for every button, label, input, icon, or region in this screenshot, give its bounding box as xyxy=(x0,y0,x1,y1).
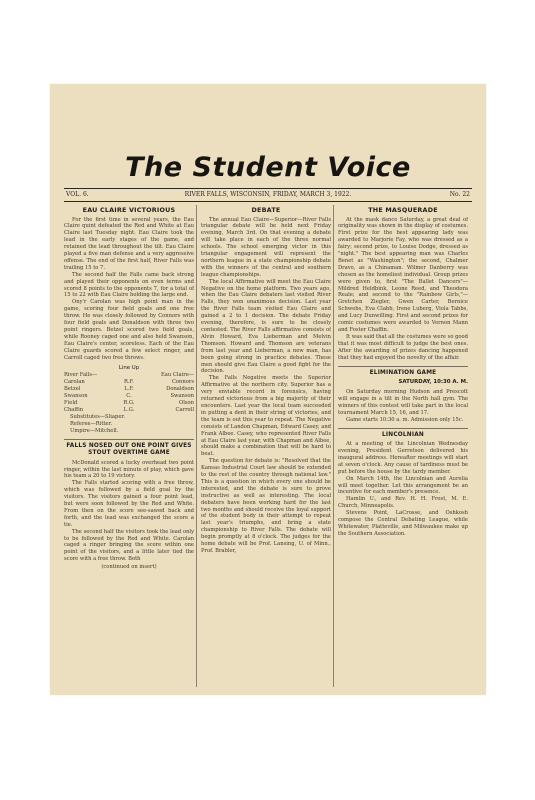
article-paragraph: The local Affirmative will meet the Eau Claire Negative on the home platform. Two years ago, when the Eau Claire debaters last visited River Falls, they won unanimous decision. Last year the River Falls team visited Eau Claire and gained a 2 to 1 decision. The debate Friday evening, therefore, is sure to be closely contested. The River Falls affirmative consists of Alvin Howard, Eva Lieberman and Melvin Thomson. Howard and Thomson are veterans from last year and Lieberman, a new man, has been going strong in practice debates. These men should give Eau Claire a good fight for the decision. xyxy=(201,278,331,375)
article-paragraph: The second half the Falls came back strong and played their opponents on even terms and scored 8 points to the opponents 7, for a total of 15 to 22 with Eau Claire holding the large end. xyxy=(64,271,194,299)
lineup-cell: R.G. xyxy=(123,400,135,407)
lineup-cell: Chaffin xyxy=(64,406,84,413)
lineup-cell: Donaldson xyxy=(166,386,194,393)
column-1 xyxy=(64,205,194,687)
column-3 xyxy=(338,205,468,687)
article-paragraph: On Saturday morning Hudson and Prescott will engage in a tilt in the North hall gym. The winners of this contest will take part in the local tournament March 15, 16, and 17. xyxy=(338,389,468,416)
article-paragraph: The second half the visitors took the lead only to be followed by the Red and White. Carolan caged a ringer bringing the score within one point of the visitors, and a little later tied the score with a free throw. Both xyxy=(64,528,194,563)
article-heading: THE MASQUERADE xyxy=(368,206,438,214)
article-heading: FALLS NOSED OUT ONE POINT GIVES STOUT OVERTIME GAME xyxy=(66,442,192,457)
article-body xyxy=(338,389,468,424)
article-heading: DEBATE xyxy=(251,206,281,214)
lineup-cell: Olson xyxy=(178,400,194,407)
article-paragraph: On March 14th, the Lincolnian and Aurelia will meet together. Let this arrangement be an incentive for each member's presence. xyxy=(338,475,468,496)
lineup-row xyxy=(64,407,194,414)
article-paragraph: The Falls Negative meets the Superior Affirmative at the northern city. Superior has a very enviable record in forensics, having returned victorious from a big majority of their encounters. Last year the local team succeeded in putting a dent in their string of victories, and the team is out this year to repeat. The Negative consists of Landon Chapman, Edward Casey, and Frank Albee. Casey, who represented River Falls at Eau Claire last year, with Chapman and Albee, should make a combination that will be hard to beat. xyxy=(201,375,331,458)
article-body xyxy=(201,217,331,555)
lineup-substitutes: Substitutes—Sliaper. xyxy=(70,413,125,420)
article-subheading: SATURDAY, 10:30 A. M. xyxy=(398,379,468,386)
lineup-cell: R.F. xyxy=(124,379,134,386)
article-body xyxy=(338,441,468,538)
lineup-cell: L.G. xyxy=(123,406,135,413)
lineup-cell: L.F. xyxy=(124,386,134,393)
column-divider xyxy=(333,205,334,687)
section-rule xyxy=(338,428,468,429)
dateline: RIVER FALLS, WISCONSIN, FRIDAY, MARCH 3, 1922. xyxy=(184,191,352,198)
lineup-cell: Betzel xyxy=(64,386,81,393)
article-paragraph: The annual Eau Claire—Superior—River Falls triangular debate will be held next Friday evening, March 3rd. On that evening a debate will take place in each of the three normal schools. The school emerging victor in this triangular engagement will represent the northern league in a state championship debate with the winners of the central and southern league championships. xyxy=(201,216,331,278)
article-heading: ELIMINATION GAME xyxy=(369,369,437,376)
column-2 xyxy=(201,205,331,687)
dateline-bar xyxy=(64,188,472,202)
article-heading: EAU CLAIRE VICTORIOUS xyxy=(82,206,176,214)
lineup-row xyxy=(64,379,194,386)
masthead-title: The Student Voice xyxy=(125,152,411,183)
lineup-cell: Swanson xyxy=(170,393,194,400)
lineup-row xyxy=(64,400,194,407)
lineup-cell: Connors xyxy=(171,379,194,386)
lineup-cell: River Falls— xyxy=(64,372,98,379)
lineup-cell: Swanson xyxy=(64,393,88,400)
lineup-table xyxy=(64,372,194,434)
lineup-cell: Eau Claire— xyxy=(161,372,194,379)
lineup-cell: Carolan xyxy=(64,379,85,386)
lineup-cell xyxy=(114,372,144,379)
lineup-cell: Carroll xyxy=(175,406,194,413)
issue-number: No. 22 xyxy=(449,191,470,198)
article-heading: LINCOLNIAN xyxy=(382,431,424,438)
lineup-cell: Field xyxy=(64,400,78,407)
article-paragraph: For the first time in several years, the Eau Claire quint defeated the Red and White at Eau Claire last Tuesday night. Eau Claire took the lead in the early stages of the game, and retained the lead throughout the tilt. Eau Claire played a five man defense and a very aggressive offense. The end of the first half, River Falls was trailing 15 to 7. xyxy=(64,216,194,271)
section-rule xyxy=(338,366,468,367)
lineup-title: Line Up xyxy=(118,364,140,371)
column-divider xyxy=(196,205,197,687)
article-body xyxy=(338,217,468,362)
article-paragraph: The Falls started scoring with a free throw, which was followed by a field goal by the visitors. The visitors gained a four point lead, but were soon followed by the Red and White. From then on the score see-sawed back and forth, and the lead was exchanged the score a tie. xyxy=(64,480,194,528)
continued-note: (continued on insert) xyxy=(101,564,157,571)
volume-label: VOL. 6. xyxy=(66,191,89,198)
article-paragraph: McDonald scored a lucky overhead two point ringer, within the last minute of play, which gave his team a 20 to 19 victory. xyxy=(64,459,194,480)
lineup-row xyxy=(64,386,194,393)
article-paragraph: At a meeting of the Lincolnian Wednesday evening, President Gerretson delivered his inaugural address. Hereafter meetings will start at seven o'clock. Any cause of tardiness must be put before the house by the tardy member. xyxy=(338,441,468,475)
article-paragraph: Ony'r Carolan was high point man in the game, scoring four field goals and one free throw. He was closely followed by Connors with four field goals and Donaldson with three two point ringers. Betzel scored two field goals, while Rooney caged one and also held Swanson, Eau Claire's center, scoreless. Each of the Eau Claire guards scored a few select ringer, and Carroll caged two free throws. xyxy=(64,299,194,361)
article-paragraph: Game starts 10:30 a. m. Admission only 15c. xyxy=(346,416,464,423)
article-body xyxy=(64,217,194,362)
lineup-umpire: Umpire—Mitchell. xyxy=(70,427,119,434)
article-paragraph: It was said that all the costumes were so good that it was most difficult to judge the best ones. After the awarding of prizes dancing happened that they had enjoyed the novelty of the affair. xyxy=(338,333,468,361)
lineup-referee: Referee—Ritter. xyxy=(70,420,113,427)
article-body xyxy=(64,460,194,564)
lineup-cell: C. xyxy=(126,393,132,400)
article-paragraph: Stevens Point, LaCrosse, and Oshkosh compose the Central Debating League, while Whitewater, Platteville, and Milwaukee make up the Southern Association. xyxy=(338,510,468,537)
lineup-header-row xyxy=(64,372,194,379)
section-rule xyxy=(64,439,194,440)
article-paragraph: Hamlin U., and Rev. H. H. Frost, M. E. Church, Minneapolis. xyxy=(338,496,468,510)
article-paragraph: At the mask dance Saturday, a great deal of originality was shown in the display of costumes. First prize for the best appearing lady was awarded to Marjorie Fay, who was dressed as a fairy; second prize, to Louise Dodge, dressed as "night." The best appearing man was Charles Benet as "Washington"; the second, Chalmer Dravo, as a Chinaman. Wilmer Danberry was chosen as the homeliest individual. Group prizes were given to, first "The Ballet Dancers"—Mildred Heldbink, Leone Reed, and Theodora Reale; and second to the "Rainbow Girls,"—Gretchen Ziegler, Gwen Carter, Bernice Schwebs, Eva Clabb, Irene Luberg, Viola Tabbs, and Lucy Dunwilling. First and second prizes for comic costumes were awarded to Vernon Mann and Foster Chaffin. xyxy=(338,216,468,333)
lineup-row xyxy=(64,393,194,400)
article-paragraph: The question for debate is: "Resolved that the Kansas Industrial Court law should be extended to the rest of the country through national law." This is a question in which every one should be interested, and the debate is sure to prove instructive as well as interesting. The local debaters have been working hard for the last two months and should receive the loyal support of the student body in their attempt to repeat last year's triumphs, and bring a state championship to River Falls. The debate will begin promptly at 8 o'clock. The judges for the home debate will be Prof. Lansing, U. of Minn., Prof. Brabler, xyxy=(201,458,331,554)
newspaper-page xyxy=(50,84,486,695)
